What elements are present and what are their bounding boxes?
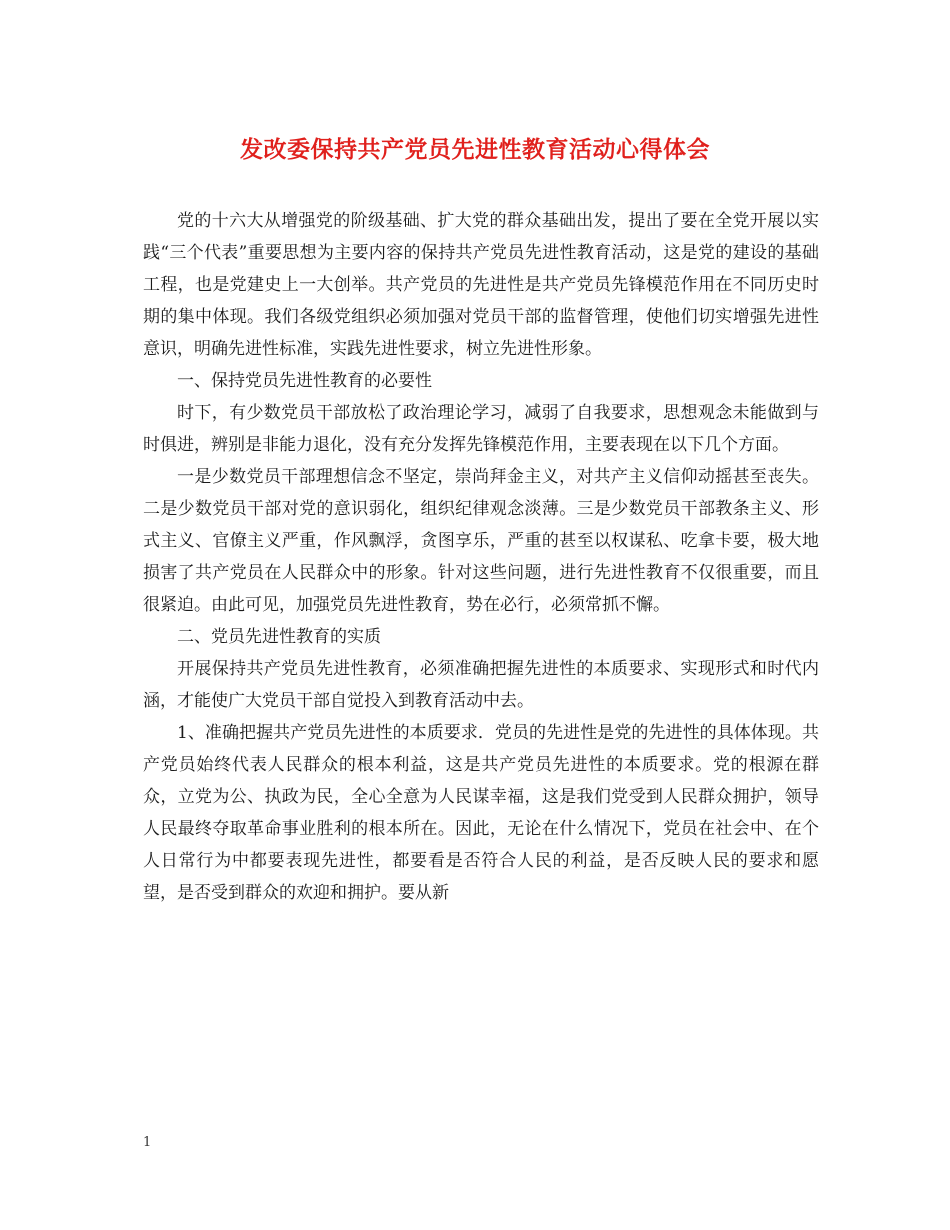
page-number: 1 xyxy=(143,1135,152,1150)
paragraph-3: 开展保持共产党员先进性教育，必须准确把握先进性的本质要求、实现形式和时代内涵，才能使广大党员干部自觉投入到教育活动中去。 xyxy=(143,659,819,711)
section-heading-1: 一、保持党员先进性教育的必要性 xyxy=(177,371,432,391)
section-heading-2: 二、党员先进性教育的实质 xyxy=(177,627,381,647)
paragraph-intro: 党的十六大从增强党的阶级基础、扩大党的群众基础出发，提出了要在全党开展以实践“三个代表”重要思想为主要内容的保持共产党员先进性教育活动，这是党的建设的基础工程，也是党建史上一大创举。共产党员的先进性是共产党员先锋模范作用在不同历史时期的集中体现。我们各级党组织必须加强对党员干部的监督管理，使他们切实增强先进性意识，明确先进性标准，实践先进性要求，树立先进性形象。 xyxy=(143,211,819,359)
paragraph-4: 1、准确把握共产党员先进性的本质要求．党员的先进性是党的先进性的具体体现。共产党员始终代表人民群众的根本利益，这是共产党员先进性的本质要求。党的根源在群众，立党为公、执政为民，全心全意为人民谋幸福，这是我们党受到人民群众拥护，领导人民最终夺取革命事业胜利的根本所在。因此，无论在什么情况下，党员在社会中、在个人日常行为中都要表现先进性，都要看是否符合人民的利益，是否反映人民的要求和愿望，是否受到群众的欢迎和拥护。要从新 xyxy=(143,723,819,903)
document-title: 发改委保持共产党员先进性教育活动心得体会 xyxy=(240,136,710,163)
paragraph-2: 一是少数党员干部理想信念不坚定，崇尚拜金主义，对共产主义信仰动摇甚至丧失。二是少数党员干部对党的意识弱化，组织纪律观念淡薄。三是少数党员干部教条主义、形式主义、官僚主义严重，作风飘浮，贪图享乐，严重的甚至以权谋私、吃拿卡要，极大地损害了共产党员在人民群众中的形象。针对这些问题，进行先进性教育不仅很重要，而且很紧迫。由此可见，加强党员先进性教育，势在必行，必须常抓不懈。 xyxy=(143,467,819,615)
paragraph-1: 时下，有少数党员干部放松了政治理论学习，减弱了自我要求，思想观念未能做到与时俱进，辨别是非能力退化，没有充分发挥先锋模范作用，主要表现在以下几个方面。 xyxy=(143,403,819,455)
document-body xyxy=(143,205,819,909)
